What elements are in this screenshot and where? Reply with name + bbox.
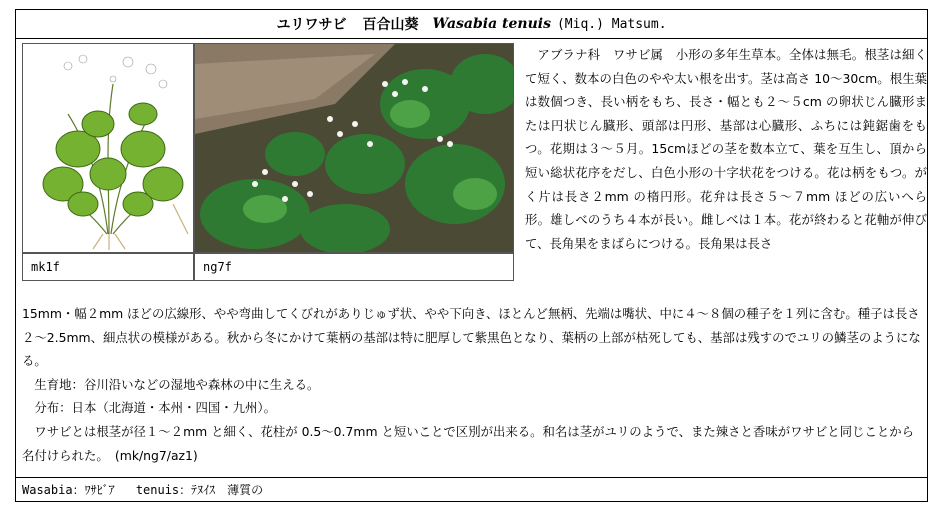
author-citation: (Miq.) Matsum. (556, 16, 667, 32)
distribution-line: 分布：日本（北海道・本州・四国・九州）。 (34, 400, 277, 416)
habitat-photo (194, 43, 514, 253)
description-right-column (525, 43, 927, 255)
botanical-illustration (22, 43, 194, 253)
habitat-line: 生育地：谷川沿いなどの湿地や森林の中に生える。 (34, 376, 320, 392)
note-paragraph: ワサビとは根茎が径１〜２mm と細く、花柱が 0.5〜0.7mm と短いことで区別が出来る。和名は茎がユリのようで、また辣さと香味がワサビと同じことから名付けられた。 (mk/ng7/az1) (22, 423, 915, 463)
title-bar (16, 10, 927, 39)
genus-etymology: Wasabia：ﾜｻﾋﾞｱ (22, 483, 115, 497)
description-main: アブラナ科 ワサビ属 小形の多年生草本。全体は無毛。根茎は細くて短く、数本の白色のやや太い根を出す。茎は高さ 10〜30cm。根生葉は数個つき、長い柄をもち、長さ・幅とも２〜５cm の卵状じん臓形または円状じん臓形、頭部は円形、基部は心臓形、ふちには鈍鋸歯をもつ。花期は３〜５月。15cmほどの茎を数本立て、葉を互生し、頂から短い総状花序をだし、白色小形の十字状花をつける。花は柄をもつ。がく片は長さ２mm の楕円形。花弁は長さ５〜７mm ほどの広いへら形。雄しべのうち４本が長い。雌しべは１本。花が終わると花軸が伸びて、長角果をまばらにつける。長角果は長さ (525, 47, 927, 251)
illustration-image (23, 44, 193, 252)
photo-caption-cell (194, 253, 514, 281)
photo-image (195, 44, 513, 252)
photo-caption: ng7f (203, 260, 232, 274)
etymology-footer (16, 477, 927, 501)
description-continuation: 15mm・幅２mm ほどの広線形、やや弯曲してくびれがありじゅず状、やや下向き、ほとんど無柄、先端は嘴状、中に４〜８個の種子を１列に含む。種子は長さ２〜2.5mm、細点状の模様がある。秋から冬にかけて葉柄の基部は特に肥厚して紫黒色となり、葉柄の上部が枯死しても、基部は残すのでユリの鱗茎のようになる。 (22, 306, 921, 369)
plant-card (15, 9, 928, 502)
image-table (22, 43, 514, 281)
scientific-name: Wasabia tenuis (432, 16, 551, 32)
kanji-name: 百合山葵 (362, 17, 419, 33)
illustration-caption-cell (22, 253, 194, 281)
description-full-width (22, 302, 922, 467)
japanese-name: ユリワサビ (276, 17, 347, 33)
illustration-caption: mk1f (31, 260, 60, 274)
species-etymology: tenuis：ﾃﾇｲｽ 薄質の (135, 483, 264, 497)
